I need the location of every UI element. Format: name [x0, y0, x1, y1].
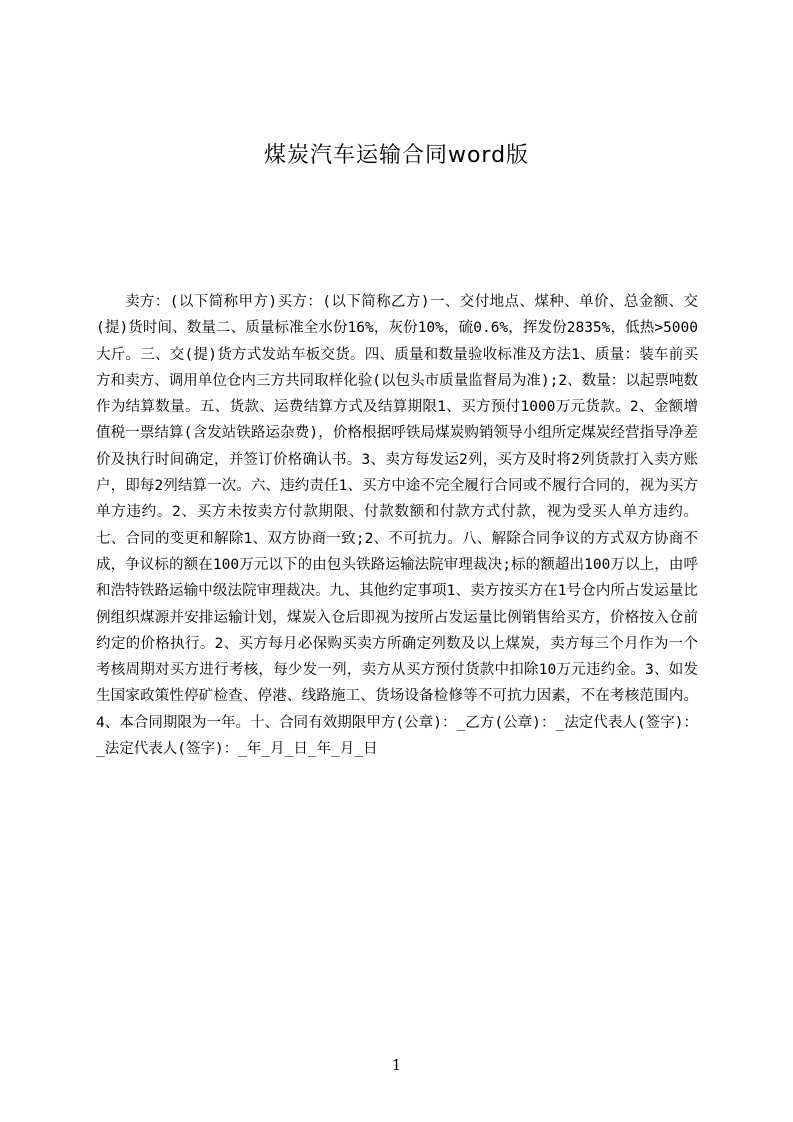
page-number: 1 [391, 1056, 402, 1074]
document-title: 煤炭汽车运输合同word版 [263, 143, 530, 168]
contract-body-text: 卖方：(以下简称甲方)买方：(以下简称乙方)一、交付地点、煤种、单价、总金额、交(提)货时间、数量二、质量标准全水份16%，灰份10%，硫0.6%，挥发份2835%，低热>5000大斤。三、交(提)货方式发站车板交货。四、质量和数量验收标准及方法1、质量：装车前买方和卖方、调用单位仓内三方共同取样化验(以包头市质量监督局为准);2、数量：以起票吨数作为结算数量。五、货款、运费结算方式及结算期限1、买方预付1000万元货款。2、金额增值税一票结算(含发站铁路运杂费)，价格根据呼铁局煤炭购销领导小组所定煤炭经营指导净差价及执行时间确定，并签订价格确认书。3、卖方每发运2列，买方及时将2列货款打入卖方账户，即每2列结算一次。六、违约责任1、买方中途不完全履行合同或不履行合同的，视为买方单方违约。2、买方未按卖方付款期限、付款数额和付款方式付款，视为受买人单方违约。七、合同的变更和解除1、双方协商一致;2、不可抗力。八、解除合同争议的方式双方协商不成，争议标的额在100万元以下的由包头铁路运输法院审理裁决;标的额超出100万以上，由呼和浩特铁路运输中级法院审理裁决。九、其他约定事项1、卖方按买方在1号仓内所占发运量比例组织煤源并安排运输计划，煤炭入仓后即视为按所占发运量比例销售给买方，价格按入仓前约定的价格执行。2、买方每月必保购买卖方所确定列数及以上煤炭，卖方每三个月作为一个考核周期对买方进行考核，每少发一列，卖方从买方预付货款中扣除10万元违约金。3、如发生国家政策性停矿检查、停港、线路施工、货场设备检修等不可抗力因素，不在考核范围内。4、本合同期限为一年。十、合同有效期限甲方(公章)：_乙方(公章)：_法定代表人(签字)：_法定代表人(签字)：_年_月_日_年_月_日 [96, 294, 699, 758]
